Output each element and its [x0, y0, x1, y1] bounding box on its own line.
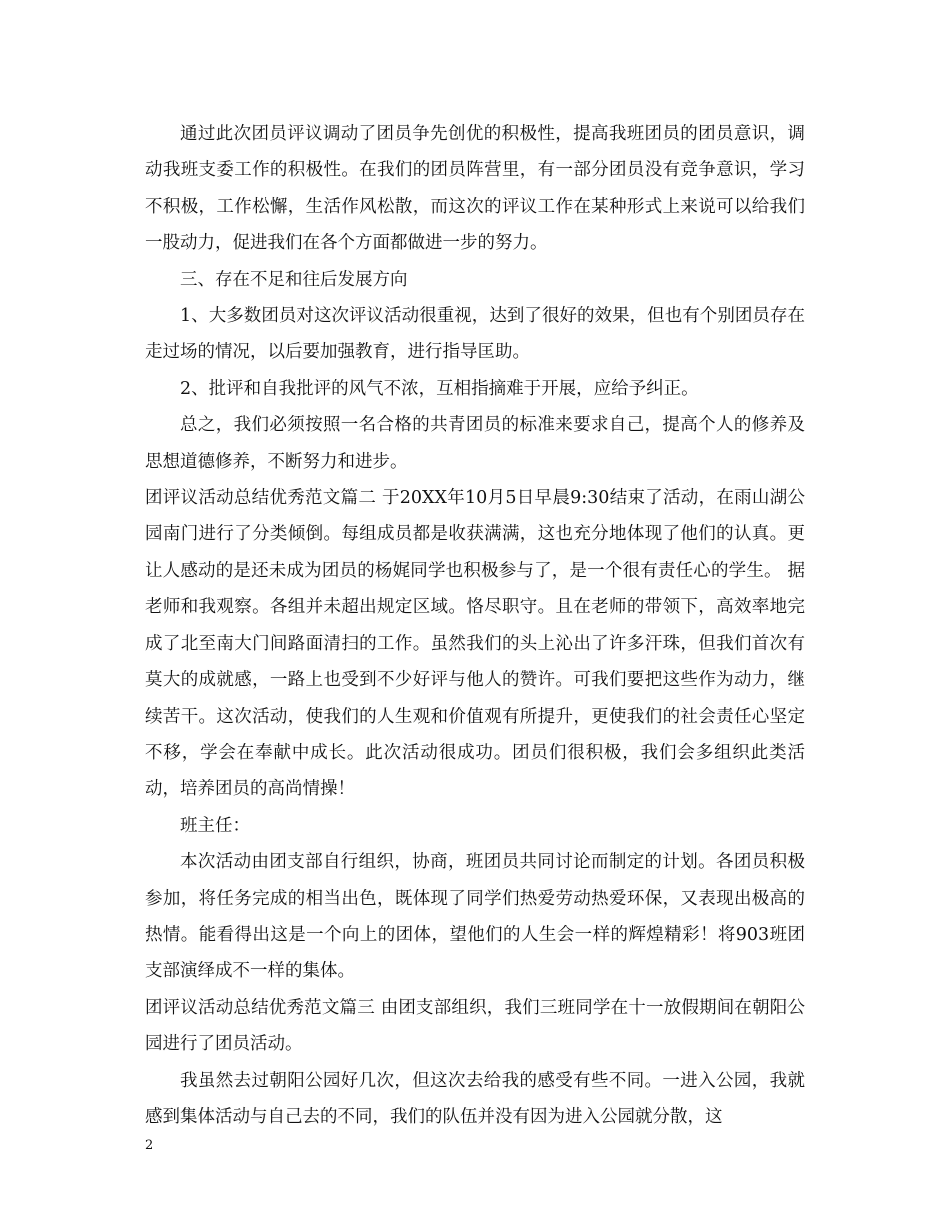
section-3-paragraph [145, 990, 805, 1063]
paragraph-park-visit: 我虽然去过朝阳公园好几次，但这次去给我的感受有些不同。一进入公园，我就感到集体活动与自己去的不同，我们的队伍并没有因为进入公园就分散，这 [145, 1070, 805, 1127]
paragraph-conclusion: 总之，我们必须按照一名合格的共青团员的标准来要求自己，提高个人的修养及思想道德修养，不断努力和进步。 [145, 415, 805, 472]
document-body [145, 116, 805, 1135]
section-2-heading: 团评议活动总结优秀范文篇二 [145, 488, 377, 509]
section-heading-shortcomings: 三、存在不足和往后发展方向 [180, 269, 408, 290]
section-2-text: 于20XX年10月5日早晨9:30结束了活动，在雨山湖公园南门进行了分类倾倒。每组成员都是收获满满，这也充分地体现了他们的认真。更让人感动的是还未成为团员的杨娓同学也积极参与了，是一个很有责任心的学生。 据老师和我观察。各组并未超出规定区域。恪尽职守。且在老师的带领下，高效率地完成了北至南大门间路面清扫的工作。虽然我们的头上沁出了许多汗珠，但我们首次有莫大的成就感，一路上也受到不少好评与他人的赞许。可我们要把这些作为动力，继续苦干。这次活动，使我们的人生观和价值观有所提升，更使我们的社会责任心坚定不移，学会在奉献中成长。此次活动很成功。团员们很积极，我们会多组织此类活动，培养团员的高尚情操！ [145, 488, 805, 800]
paragraph-point-2: 2、批评和自我批评的风气不浓，互相指摘难于开展，应给予纠正。 [180, 378, 699, 399]
section-3-heading: 团评议活动总结优秀范文篇三 [145, 997, 375, 1018]
teacher-comment: 本次活动由团支部自行组织，协商，班团员共同讨论而制定的计划。各团员积极参加，将任务完成的相当出色，既体现了同学们热爱劳动热爱环保，又表现出极高的热情。能看得出这是一个向上的团体，望他们的人生会一样的辉煌精彩！将903班团支部演绎成不一样的集体。 [145, 852, 805, 982]
teacher-label: 班主任： [180, 815, 250, 836]
paragraph-evaluation-effect: 通过此次团员评议调动了团员争先创优的积极性，提高我班团员的团员意识，调动我班支委工作的积极性。在我们的团员阵营里，有一部分团员没有竞争意识，学习不积极，工作松懈，生活作风松散，而这次的评议工作在某种形式上来说可以给我们一股动力，促进我们在各个方面都做进一步的努力。 [145, 124, 805, 254]
section-2-paragraph [145, 480, 805, 808]
paragraph-point-1: 1、大多数团员对这次评议活动很重视，达到了很好的效果，但也有个别团员存在走过场的情况，以后要加强教育，进行指导匡助。 [145, 306, 805, 363]
section-3-text: 由团支部组织，我们三班同学在十一放假期间在朝阳公园进行了团员活动。 [145, 997, 805, 1055]
page-number: 2 [145, 1138, 154, 1153]
